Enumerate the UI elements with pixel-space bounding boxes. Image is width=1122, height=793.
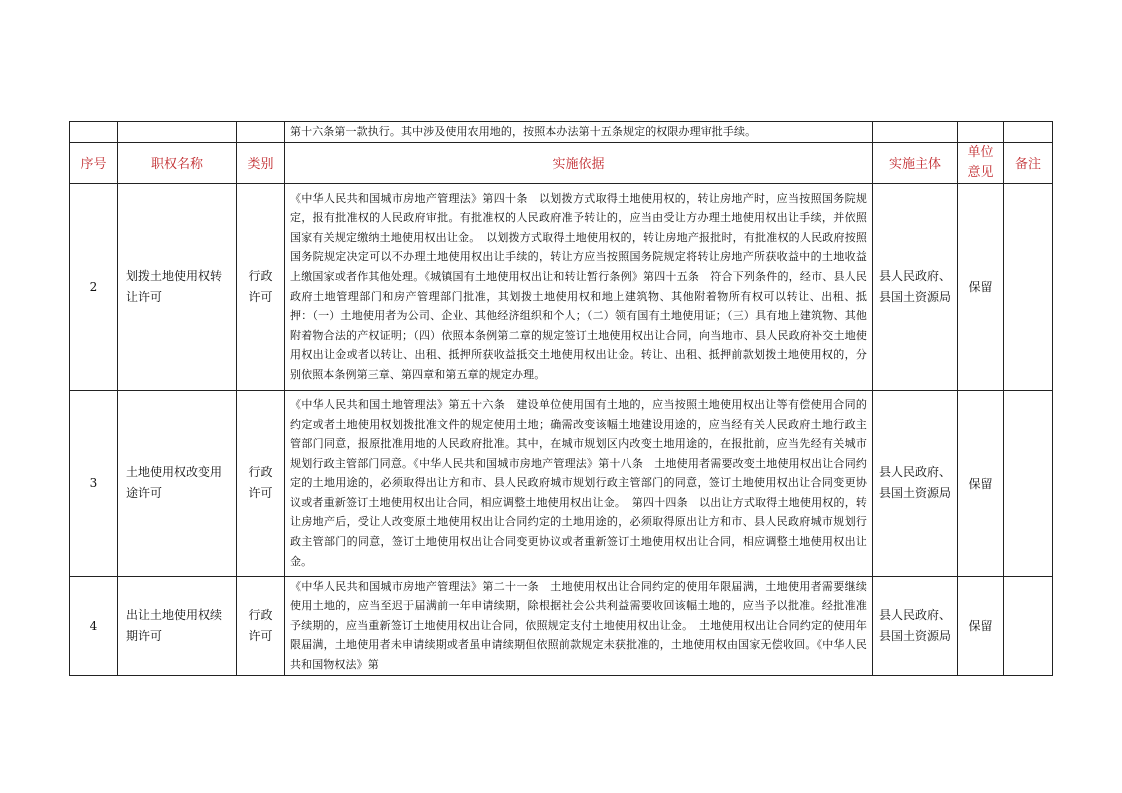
continuation-subject-cell [873,122,958,143]
row-note [1004,183,1053,390]
header-index: 序号 [70,142,118,183]
row-opinion: 保留 [958,390,1004,576]
row-subject: 县人民政府、县国土资源局 [873,183,958,390]
header-unit-opinion-text: 单位意见 [967,144,994,180]
row-category-text: 行政许可 [248,465,273,501]
row-note [1004,576,1053,675]
table-header-row [70,142,1053,183]
header-unit-opinion [958,142,1004,183]
continuation-category-cell [237,122,285,143]
row-authority-name: 出让土地使用权续期许可 [118,576,237,675]
row-opinion: 保留 [958,576,1004,675]
row-basis: 《中华人民共和国城市房地产管理法》第四十条 以划拨方式取得土地使用权的，转让房地产时，应当按照国务院规定，报有批准权的人民政府审批。有批准权的人民政府准予转让的，应当由受让方办理土地使用权出让手续，并依照国家有关规定缴纳土地使用权出让金。 以划拨方式取得土地使用权的，转让房地产报批时，有批准权的人民政府按照国务院规定决定可以不办理土地使用权出让手续的，转让方应当按照国务院规定将转让房地产所获收益中的土地收益上缴国家或者作其他处理。《城镇国有土地使用权出让和转让暂行条例》第四十五条 符合下列条件的，经市、县人民政府土地管理部门和房产管理部门批准，其划拨土地使用权和地上建筑物、其他附着物所有权可以转让、出租、抵押：（一）土地使用者为公司、企业、其他经济组织和个人；（二）领有国有土地使用证；（三）具有地上建筑物、其他附着物合法的产权证明；（四）依照本条例第二章的规定签订土地使用权出让合同，向当地市、县人民政府补交土地使用权出让金或者以转让、出租、抵押所获收益抵交土地使用权出让金。转让、出租、抵押前款划拨土地使用权的，分别依照本条例第三章、第四章和第五章的规定办理。 [285,183,873,390]
header-category: 类别 [237,142,285,183]
row-category [237,390,285,576]
continuation-name-cell [118,122,237,143]
table-row [70,183,1053,390]
row-index: 4 [70,576,118,675]
row-index: 2 [70,183,118,390]
table-row [70,390,1053,576]
table-row [70,576,1053,675]
header-note: 备注 [1004,142,1053,183]
row-authority-name: 土地使用权改变用途许可 [118,390,237,576]
continuation-opinion-cell [958,122,1004,143]
header-basis: 实施依据 [285,142,873,183]
row-index: 3 [70,390,118,576]
authority-table [69,121,1053,676]
row-category [237,183,285,390]
row-subject: 县人民政府、县国土资源局 [873,390,958,576]
continuation-index-cell [70,122,118,143]
row-note [1004,390,1053,576]
continuation-note-cell [1004,122,1053,143]
row-category-text: 行政许可 [248,268,273,304]
row-category-text: 行政许可 [248,607,273,643]
header-subject: 实施主体 [873,142,958,183]
row-basis: 《中华人民共和国土地管理法》第五十六条 建设单位使用国有土地的，应当按照土地使用权出让等有偿使用合同的约定或者土地使用权划拨批准文件的规定使用土地；确需改变该幅土地建设用途的，应当经有关人民政府土地行政主管部门同意，报原批准用地的人民政府批准。其中，在城市规划区内改变土地用途的，在报批前，应当先经有关城市规划行政主管部门同意。《中华人民共和国城市房地产管理法》第十八条 土地使用者需要改变土地使用权出让合同约定的土地用途的，必须取得出让方和市、县人民政府城市规划行政主管部门的同意，签订土地使用权出让合同变更协议或者重新签订土地使用权出让合同，相应调整土地使用权出让金。 第四十四条 以出让方式取得土地使用权的，转让房地产后，受让人改变原土地使用权出让合同约定的土地用途的，必须取得原出让方和市、县人民政府城市规划行政主管部门的同意，签订土地使用权出让合同变更协议或者重新签订土地使用权出让合同，相应调整土地使用权出让金。 [285,390,873,576]
row-category [237,576,285,675]
continuation-basis-text: 第十六条第一款执行。其中涉及使用农用地的，按照本办法第十五条规定的权限办理审批手续。 [285,122,873,143]
row-opinion: 保留 [958,183,1004,390]
header-name: 职权名称 [118,142,237,183]
continuation-row [70,122,1053,143]
row-basis: 《中华人民共和国城市房地产管理法》第二十一条 土地使用权出让合同约定的使用年限届满，土地使用者需要继续使用土地的，应当至迟于届满前一年申请续期，除根据社会公共利益需要收回该幅土地的，应当予以批准。经批准准予续期的，应当重新签订土地使用权出让合同，依照规定支付土地使用权出让金。 土地使用权出让合同约定的使用年限届满，土地使用者未申请续期或者虽申请续期但依照前款规定未获批准的，土地使用权由国家无偿收回。《中华人民共和国物权法》第 [285,576,873,675]
row-authority-name: 划拨土地使用权转让许可 [118,183,237,390]
row-subject: 县人民政府、县国土资源局 [873,576,958,675]
